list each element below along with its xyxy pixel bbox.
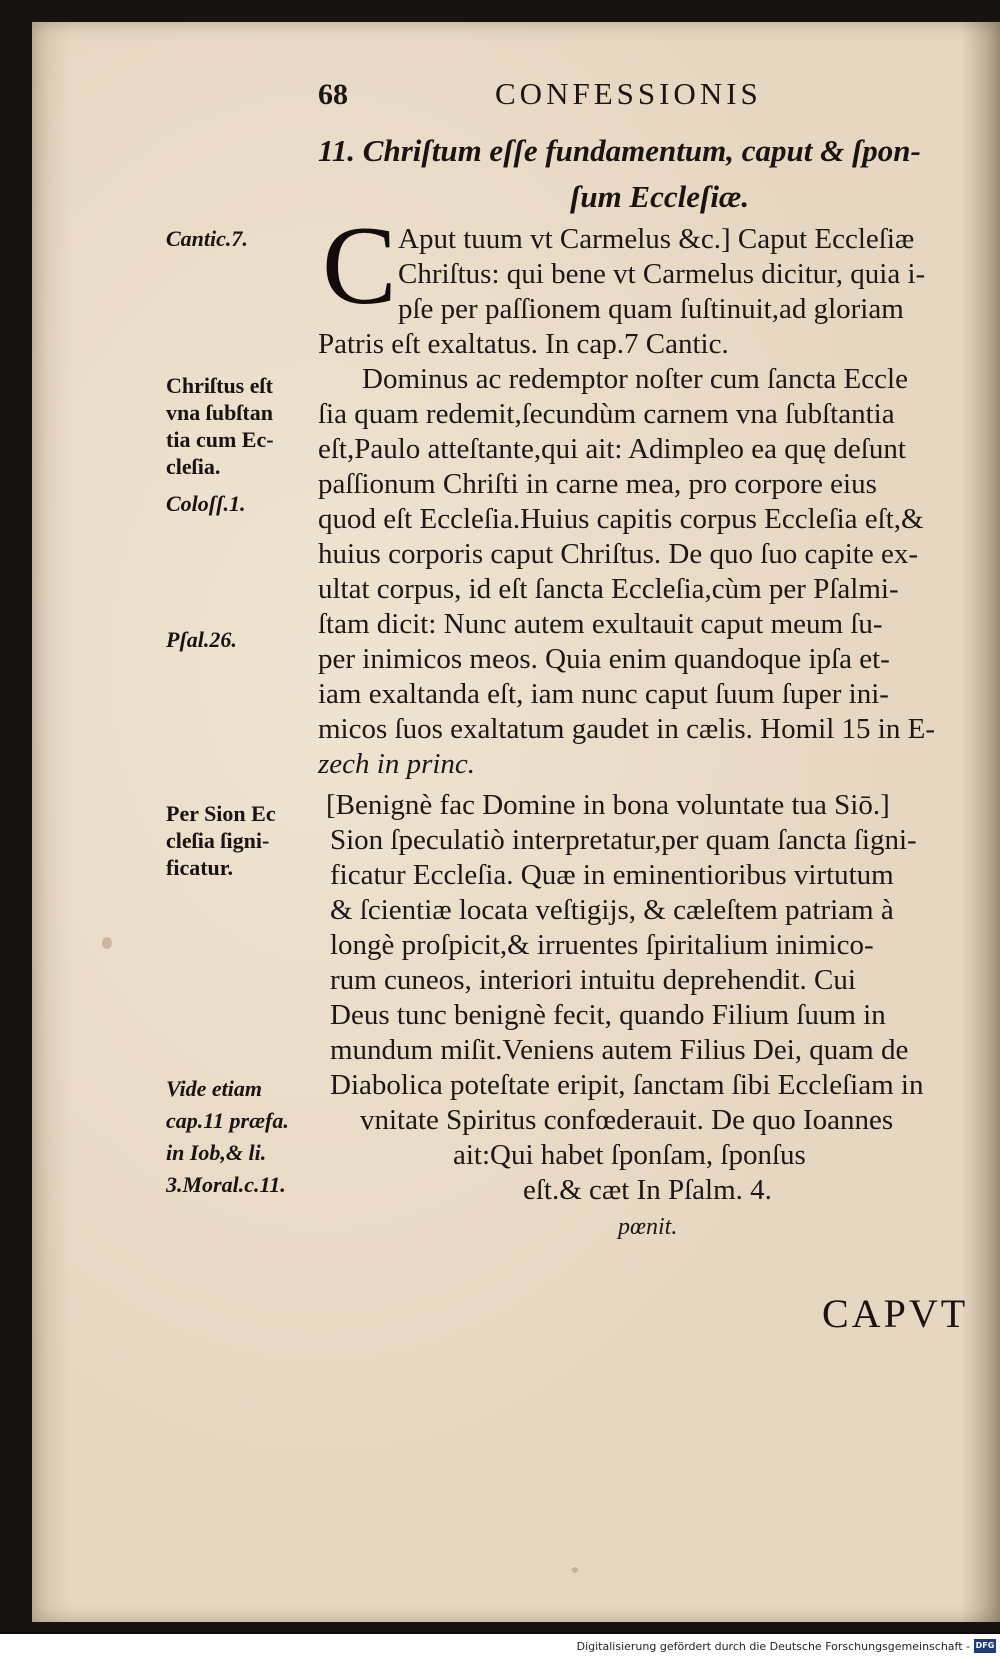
text-line: Chriſtus: qui bene vt Carmelus dicitur, quia i- [398,258,926,290]
margin-note: tia cum Ec- [166,427,274,452]
dfg-logo: DFG [974,1639,996,1653]
text-line: ait:Qui habet ſponſam, ſponſus [453,1139,806,1171]
section-title-line1: Chriſtum eſſe fundamentum, caput & ſpon- [362,133,921,168]
drop-capital: C [322,204,397,328]
text-line: iam exaltanda eſt, iam nunc caput ſuum ſuper ini- [318,678,889,710]
margin-note: Chriſtus eſt [166,373,273,398]
text-line: zech in princ. [318,748,476,780]
margin-note: in Iob,& li. [166,1140,267,1165]
text-line: pſe per paſſionem quam ſuſtinuit,ad gloriam [398,293,904,325]
text-line: eſt,Paulo atteſtante,qui ait: Adimpleo ea quę deſunt [318,433,906,465]
margin-note: cleſia. [166,454,221,479]
text-line: Diabolica poteſtate eripit, ſanctam ſibi Eccleſiam in [330,1069,924,1101]
text-line: eſt.& cæt In Pſalm. 4. [523,1174,772,1206]
margin-note: Vide etiam [166,1076,262,1101]
section-title-line2: ſum Eccleſiæ. [570,179,750,214]
running-title: CONFESSIONIS [495,76,762,111]
margin-note: Coloſſ.1. [166,491,246,516]
margin-note: vna ſubſtan [166,400,273,425]
text-line: Sion ſpeculatiò interpretatur,per quam ſancta ſigni- [330,824,917,856]
text-line: paſſionum Chriſti in carne mea, pro corpore eius [318,468,877,500]
text-line: micos ſuos exaltatum gaudet in cælis. Homil 15 in E- [318,713,935,745]
margin-note: Pſal.26. [166,627,237,652]
margin-note: cleſia ſigni- [166,828,270,853]
text-line: Aput tuum vt Carmelus &c.] Caput Eccleſiæ [398,223,915,255]
paper-stain [572,1567,578,1573]
text-line: huius corporis caput Chriſtus. De quo ſuo capite ex- [318,538,919,570]
section-number: 11. [318,133,356,168]
footer-credit: Digitalisierung gefördert durch die Deutsche Forschungsgemeinschaft - [576,1640,970,1653]
margin-note: ficatur. [166,855,234,880]
page-number: 68 [318,78,348,111]
text-line: [Benignè fac Domine in bona voluntate tua Siō.] [326,789,890,821]
margin-note: Per Sion Ec [166,801,276,826]
margin-note: 3.Moral.c.11. [166,1172,286,1197]
text-line: Patris eſt exaltatus. In cap.7 Cantic. [318,328,729,360]
catchword: CAPVT [822,1291,969,1336]
text-line: rum cuneos, interiori intuitu deprehendit. Cui [330,964,856,996]
section-title [318,128,978,220]
text-line: vnitate Spiritus confœderauit. De quo Ioannes [360,1104,894,1136]
text-line: per inimicos meos. Quia enim quandoque ipſa et- [318,643,890,675]
text-line: Dominus ac redemptor noſter cum ſancta Eccle [362,363,908,395]
text-line: & ſcientiæ locata veſtigijs, & cæleſtem patriam à [330,894,894,926]
paper-stain [102,937,112,949]
text-line: ficatur Eccleſia. Quæ in eminentioribus virtutum [330,859,894,891]
text-line: ſia quam redemit,ſecundùm carnem vna ſubſtantia [318,398,895,430]
text-line: mundum miſit.Veniens autem Filius Dei, quam de [330,1034,909,1066]
text-line: quod eſt Eccleſia.Huius capitis corpus Eccleſia eſt,& [318,503,924,535]
text-line: ſtam dicit: Nunc autem exultauit caput meum ſu- [318,608,883,640]
text-line: pœnit. [618,1214,678,1240]
text-line: Deus tunc benignè fecit, quando Filium ſuum in [330,999,886,1031]
text-line: ultat corpus, id eſt ſancta Eccleſia,cùm per Pſalmi- [318,573,899,605]
margin-note: cap.11 præfa. [166,1108,289,1133]
text-line: longè proſpicit,& irruentes ſpiritalium inimico- [330,929,874,961]
digitization-footer [0,1634,1000,1661]
margin-note: Cantic.7. [166,226,248,251]
